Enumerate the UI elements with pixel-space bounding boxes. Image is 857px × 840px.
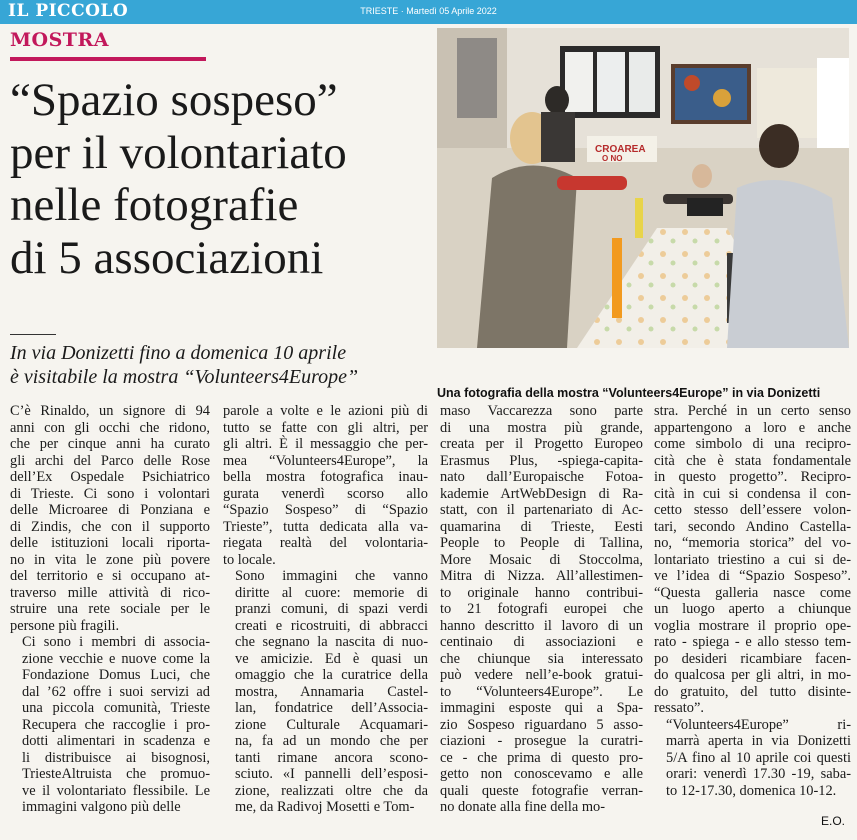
text-line: to locale. (223, 551, 276, 568)
body-column-3 (440, 403, 643, 816)
paragraph (10, 634, 210, 816)
text-line: sciuto. «I pannelli dell’esposi- (235, 766, 428, 782)
photo-sign-text-2: O NO (602, 154, 623, 163)
text-line: ve il volontariato flessibile. Le (22, 782, 210, 799)
deck-subtitle (10, 341, 430, 389)
text-line: me, da Radivoj Mosetti e Tom- (235, 799, 415, 815)
text-line: riegata realtà del volontaria- (223, 535, 428, 551)
deck-rule (10, 334, 56, 335)
text-line: stra. Perché in un certo senso (654, 403, 851, 419)
text-line: nato dall’Europaische Fotoa- (440, 469, 643, 485)
text-line: del territorio e si occupano at- (10, 568, 210, 584)
text-line: di Trieste. Ci sono i volontari (10, 485, 210, 502)
text-line: bella mostra fotografica inau- (223, 469, 428, 485)
headline (10, 74, 430, 285)
text-line: quali queste fotografie verran- (440, 782, 643, 799)
text-line: do gratuito, del tutto disinte- (654, 683, 851, 700)
text-line: omaggio che la curatrice della (235, 667, 428, 683)
text-line: struire una rete sociale per le (10, 601, 210, 617)
headline-line: di 5 associazioni (10, 231, 324, 284)
text-line: to 12-17.30, domenica 10-12. (666, 782, 837, 799)
text-line: dell’Ex Ospedale Psichiatrico (10, 469, 210, 485)
text-line: immagini valgono più delle (22, 799, 181, 815)
text-line: Erasmus Plus, -spiega-capita- (440, 452, 643, 469)
text-line: voglia mostrare il proprio ope- (654, 617, 851, 634)
text-line: Mitra di Nizza. All’allestimen- (440, 568, 643, 584)
text-line: orari: venerdì 17.30 -19, saba- (666, 766, 851, 782)
text-line: di una mostra più grande, (440, 419, 643, 436)
text-line: dotti alimentari in scadenza e (22, 733, 210, 749)
text-line: ressato”. (654, 700, 704, 716)
paragraph (440, 403, 643, 816)
text-line: “Volunteers4Europe” ri- (666, 716, 851, 733)
text-line: ve amicizie. Ed è quasi un (235, 650, 428, 667)
text-line: centinaio di associazioni e (440, 634, 643, 650)
text-line: una piccola comunità, Trieste (22, 700, 210, 716)
text-line: Ci sono i membri di associa- (22, 634, 210, 650)
body-column-2 (223, 403, 428, 816)
text-line: creata per il Progetto Europeo (440, 436, 643, 452)
text-line: C’è Rinaldo, un signore di 94 (10, 403, 210, 419)
text-line: di Zindis, che con il supporto (10, 518, 210, 535)
deck-line: In via Donizetti fino a domenica 10 aprile (10, 342, 347, 364)
text-line: rato - spiega - e allo stesso tem- (654, 634, 851, 650)
text-line: che per cinque anni ha curato (10, 436, 210, 452)
text-line: gli archi del Parco delle Rose (10, 452, 210, 469)
text-line: li distribuisce ai bisognosi, (22, 749, 210, 766)
text-line: tutto se fatte con gli altri, per (223, 419, 428, 436)
text-line: gli altri. È il messaggio che per- (223, 436, 428, 452)
text-line: “Questa galleria nasce come (654, 584, 851, 601)
text-line: tanti rimane ancora scono- (235, 749, 428, 766)
text-line: maso Vaccarezza sono parte (440, 403, 643, 419)
paragraph (10, 403, 210, 634)
text-line: marrà aperta in via Donizetti (666, 733, 851, 749)
kicker-rule (10, 57, 206, 61)
text-line: gurata venerdì scorso allo (223, 485, 428, 502)
text-line: getto non conoscevamo e alle (440, 766, 643, 782)
text-line: Trieste”, tutta dedicata alla va- (223, 518, 428, 535)
text-line: lan, fondatrice dell’Associa- (235, 700, 428, 716)
text-line: ve l’idea di “Spazio Sospeso”. (654, 568, 851, 584)
photo-illustration (437, 28, 849, 348)
paragraph (223, 403, 428, 568)
text-line: cità che è stata fondamentale (654, 452, 851, 469)
text-line: appartengono a loro e anche (654, 419, 851, 436)
text-line: tari, secondo Andino Castella- (654, 518, 851, 535)
text-line: statt, con il partenariato di Ac- (440, 502, 643, 518)
text-line: to “Volunteers4Europe”. Le (440, 683, 643, 700)
byline: E.O. (820, 814, 845, 828)
text-line: anni con gli occhi che ridono, (10, 419, 210, 436)
text-line: in questo progetto”. Recipro- (654, 469, 851, 485)
text-line: come simbolo di una recipro- (654, 436, 851, 452)
text-line: ciazioni - prosegue la curatri- (440, 733, 643, 749)
paragraph (223, 568, 428, 816)
text-line: un luogo aperto a chiunque (654, 601, 851, 617)
text-line: creati e ricostruiti, di abbracci (235, 617, 428, 634)
text-line: dal ’62 offre i suoi servizi ad (22, 683, 210, 700)
text-line: Fondazione Domus Luci, che (22, 667, 210, 683)
text-line: no in vita le zone più povere (10, 551, 210, 568)
text-line: to 21 fotografi europei che (440, 601, 643, 617)
text-line: persone più fragili. (10, 617, 120, 634)
headline-line: nelle fotografie (10, 179, 299, 232)
text-line: diritte al cuore: memorie di (235, 584, 428, 601)
text-line: zio Sospeso riguardano 5 asso- (440, 716, 643, 733)
text-line: no donate alla fine della mo- (440, 799, 606, 815)
text-line: pranzi comuni, di spazi verdi (235, 601, 428, 617)
text-line: kademie ArtWebDesign di Ra- (440, 485, 643, 502)
text-line: lontariato triestino a cui si de- (654, 551, 851, 568)
text-line: mostra, Annamaria Castel- (235, 683, 428, 700)
text-line: zione, realizzati oltre che da (235, 782, 428, 799)
text-line: mea “Volunteers4Europe”, la (223, 452, 428, 469)
text-line: che chiunque sia interessato (440, 650, 643, 667)
text-line: hanno descritto il lavoro di un (440, 617, 643, 634)
text-line: delle istituzioni locali riporta- (10, 535, 210, 551)
text-line: na, fa ad un mondo che per (235, 733, 428, 749)
text-line: quamarina di Trieste, Eesti (440, 518, 643, 535)
text-line: zione Culturale Acquamari- (235, 716, 428, 733)
text-line: immagini esposte qui a Spa- (440, 700, 643, 716)
text-line: cetto stesso dell’essere volon- (654, 502, 851, 518)
deck-line: è visitabile la mostra “Volunteers4Europe” (10, 366, 359, 388)
text-line: More Mosaic di Stoccolma, (440, 551, 643, 568)
text-line: 5/A fino al 10 aprile coi questi (666, 749, 851, 766)
text-line: cità in cui si condensa il con- (654, 485, 851, 502)
photo-sign-text: CROAREA (595, 144, 646, 155)
photo-caption: Una fotografia della mostra “Volunteers4Europe” in via Donizetti (437, 386, 821, 400)
text-line: delle Microaree di Ponziana e (10, 502, 210, 518)
text-line: Recupera che raccoglie i pro- (22, 716, 210, 733)
text-line: ce - che prima di questo pro- (440, 749, 643, 766)
paragraph (654, 403, 851, 717)
masthead-bar (0, 0, 857, 24)
article-photo (437, 28, 849, 348)
text-line: che segnano la nascita di nuo- (235, 634, 428, 650)
text-line: po desideri ricambiare facen- (654, 650, 851, 667)
text-line: parole a volte e le azioni più di (223, 403, 428, 419)
section-kicker: MOSTRA (10, 29, 109, 51)
headline-line: “Spazio sospeso” (10, 74, 338, 126)
newspaper-logo: IL PICCOLO (8, 1, 129, 21)
text-line: TriesteAltruista che promuo- (22, 766, 210, 782)
text-line: “Spazio Sospeso” di “Spazio (223, 502, 428, 518)
paragraph (654, 717, 851, 800)
text-line: può vedere nell’e-book gratui- (440, 667, 643, 683)
text-line: zione vecchie e nuove come la (22, 650, 210, 667)
text-line: do qualcosa per gli altri, in mo- (654, 667, 851, 683)
text-line: Sono immagini che vanno (235, 568, 428, 584)
headline-line: per il volontariato (10, 126, 347, 179)
dateline: TRIESTE · Martedì 05 Aprile 2022 (360, 6, 497, 16)
text-line: People to People di Tallina, (440, 535, 643, 551)
text-line: traverso mille attività di rico- (10, 584, 210, 601)
body-column-1 (10, 403, 210, 816)
body-column-4 (654, 403, 851, 799)
text-line: no, “memoria storica” del vo- (654, 535, 851, 551)
text-line: to originale hanno contribui- (440, 584, 643, 601)
